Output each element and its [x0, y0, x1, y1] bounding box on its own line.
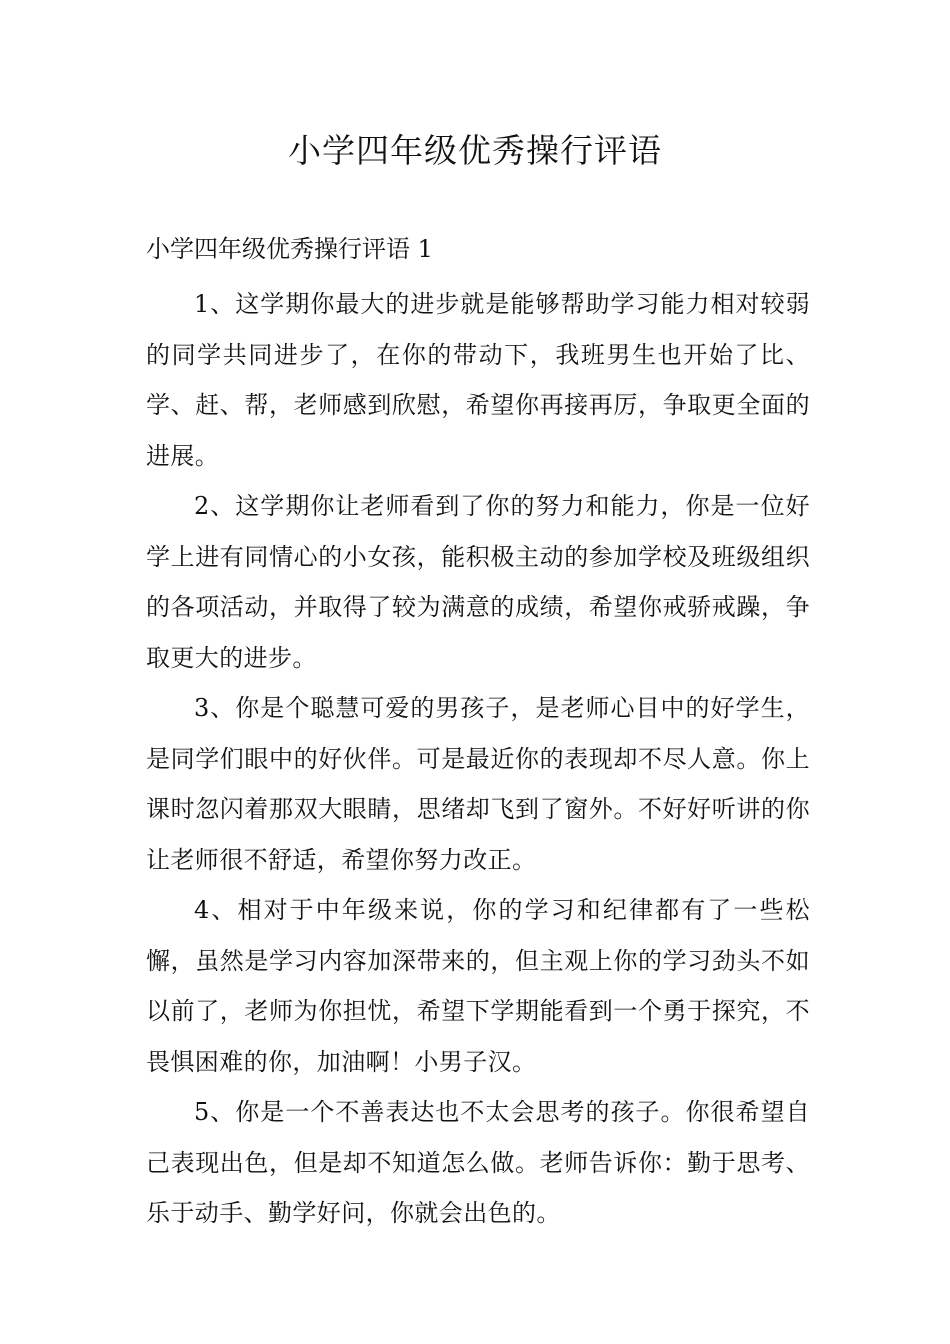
- comment-paragraph-1: 1、这学期你最大的进步就是能够帮助学习能力相对较弱的同学共同进步了，在你的带动下，我班男生也开始了比、学、赶、帮，老师感到欣慰，希望你再接再厉，争取更全面的进展。: [146, 290, 810, 470]
- document-subtitle: 小学四年级优秀操行评语 1: [146, 235, 433, 263]
- document-title: 小学四年级优秀操行评语: [288, 131, 662, 170]
- comment-paragraph-2: 2、这学期你让老师看到了你的努力和能力，你是一位好学上进有同情心的小女孩，能积极主动的参加学校及班级组织的各项活动，并取得了较为满意的成绩，希望你戒骄戒躁，争取更大的进步。: [146, 492, 810, 672]
- comment-paragraph-4: 4、相对于中年级来说，你的学习和纪律都有了一些松懈，虽然是学习内容加深带来的，但主观上你的学习劲头不如以前了，老师为你担忧，希望下学期能看到一个勇于探究，不畏惧困难的你，加油啊！小男子汉。: [146, 896, 810, 1076]
- comment-paragraph-5: 5、你是一个不善表达也不太会思考的孩子。你很希望自己表现出色，但是却不知道怎么做。老师告诉你：勤于思考、乐于动手、勤学好问，你就会出色的。: [146, 1098, 810, 1227]
- document-body: [146, 279, 810, 1239]
- comment-paragraph-3: 3、你是个聪慧可爱的男孩子，是老师心目中的好学生，是同学们眼中的好伙伴。可是最近你的表现却不尽人意。你上课时忽闪着那双大眼睛，思绪却飞到了窗外。不好好听讲的你让老师很不舒适，希望你努力改正。: [146, 694, 810, 874]
